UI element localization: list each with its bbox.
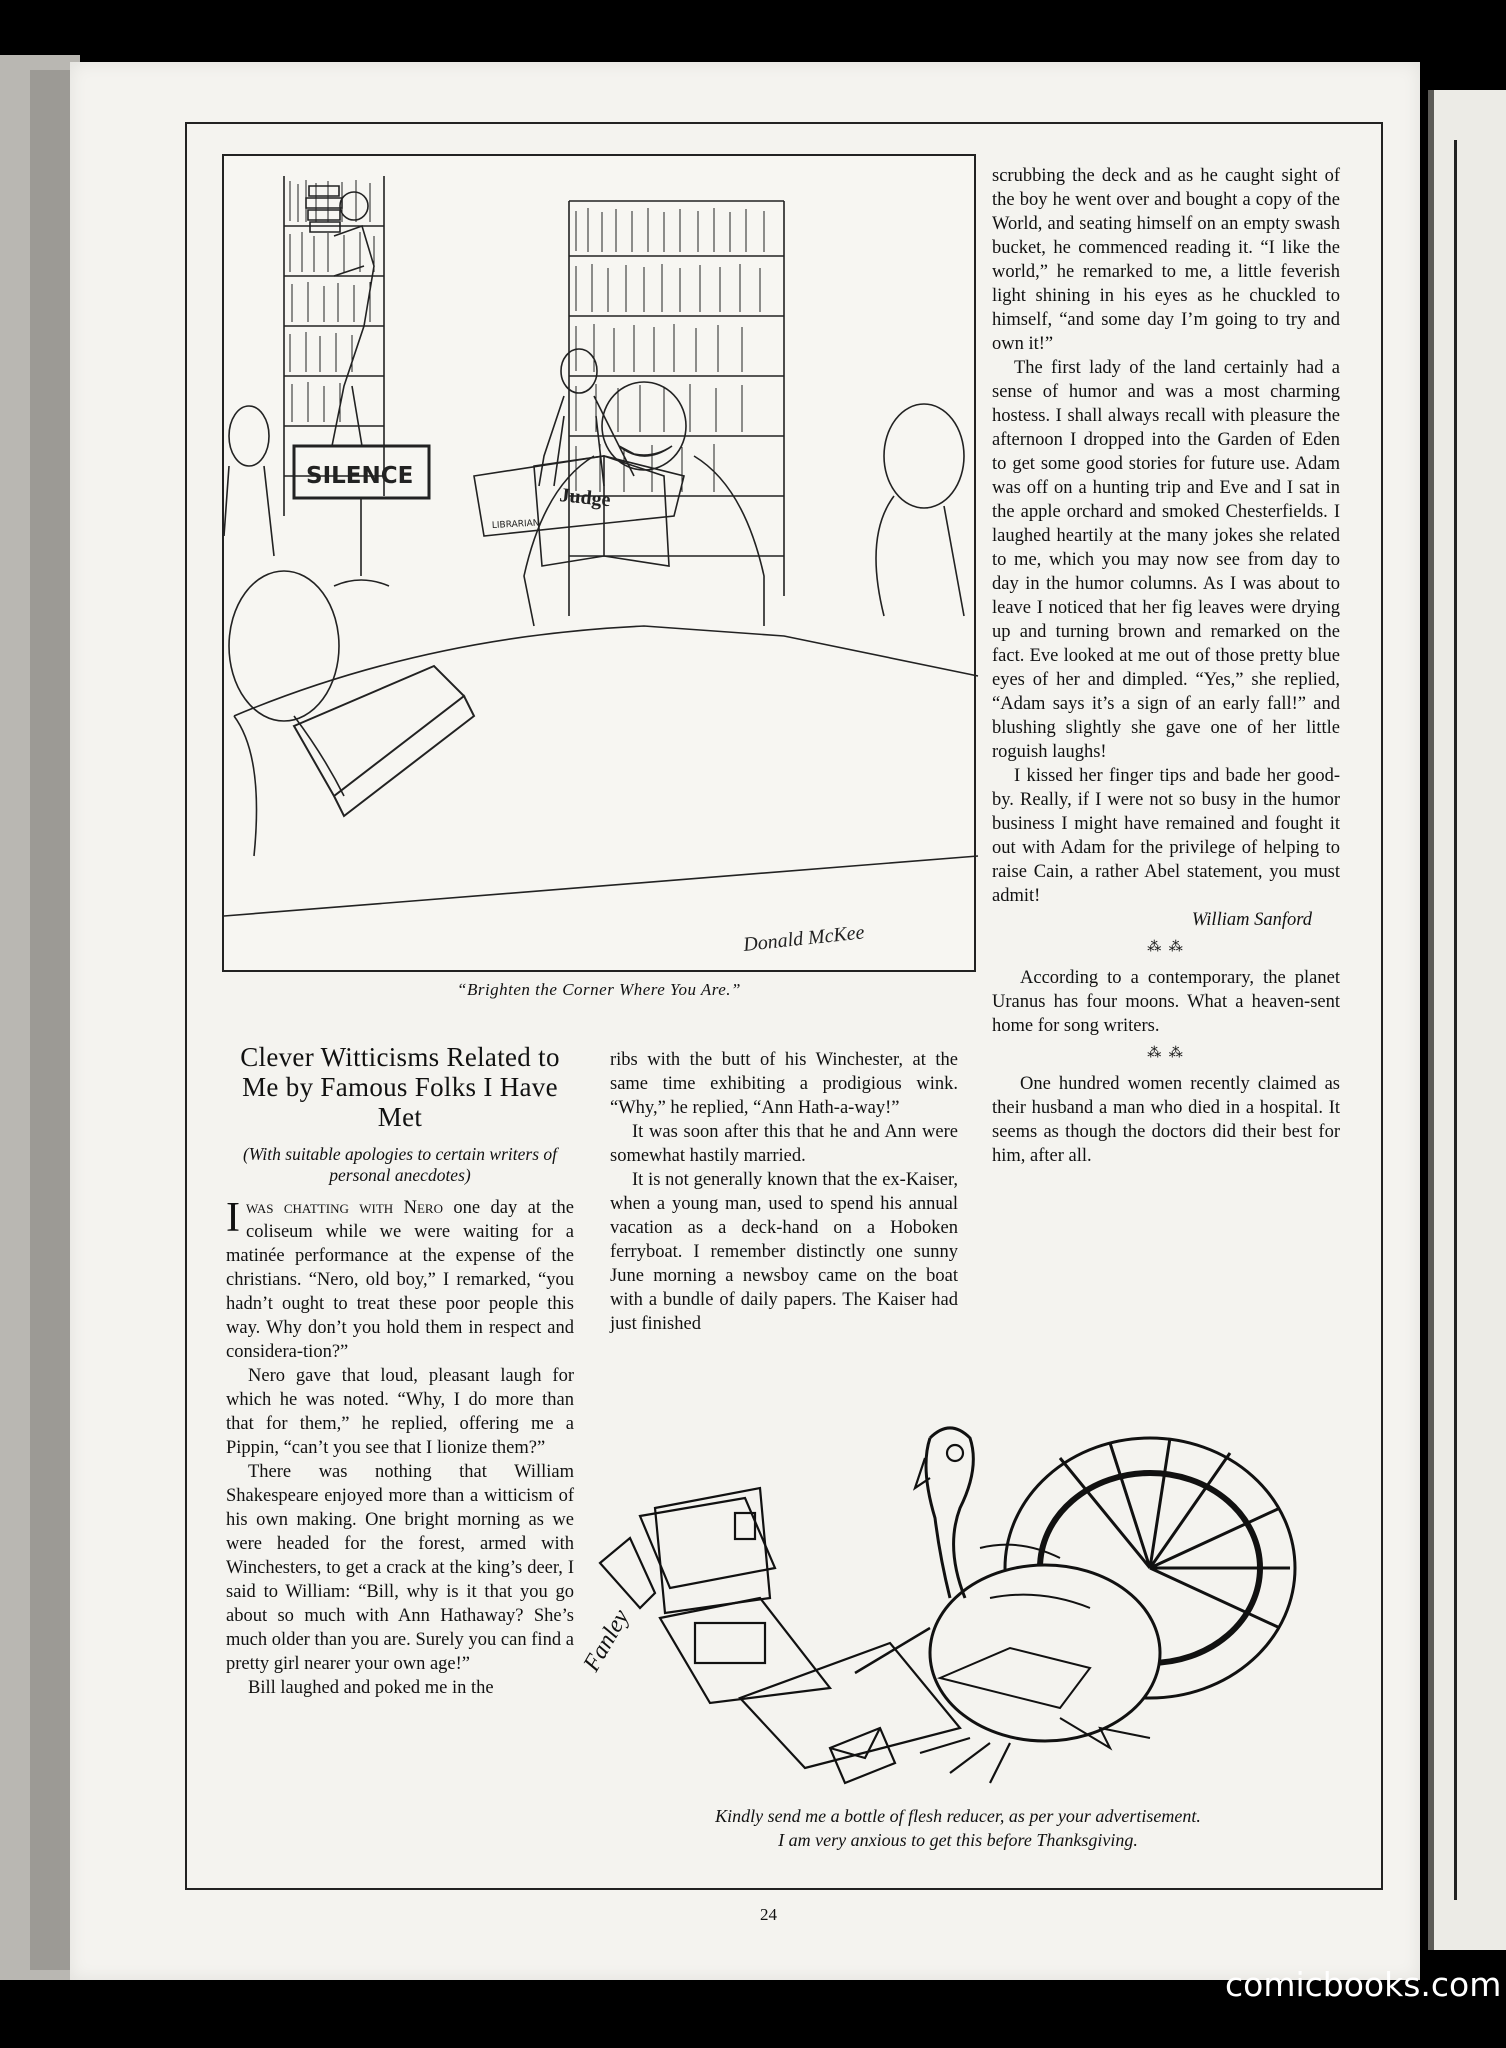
article-subtitle: (With suitable apologies to certain writers of personal anecdotes) [242, 1144, 558, 1185]
adjacent-page-edge [1428, 90, 1506, 1950]
ornament: ⁂ ⁂ [1147, 940, 1185, 955]
paragraph: ribs with the butt of his Winchester, at the same time exhibiting a prodigious wink. “Why,” he replied, “Ann Hath-a-way!” [610, 1050, 958, 1118]
middle-column [610, 1048, 958, 1336]
book-spine-shadow [30, 70, 72, 1970]
library-cartoon-drawing [224, 156, 978, 974]
paragraph: It is not generally known that the ex-Kaiser, when a young man, used to spend his annual vacation as a deck-hand on a Hoboken ferryboat. I remember distinctly one sunny June morning a newsboy came on the boat with a bundle of daily papers. The Kaiser had just finished [610, 1170, 958, 1334]
filler-paragraph: According to a contemporary, the planet Uranus has four moons. What a heaven-sent home for song writers. [992, 968, 1340, 1036]
author-signature: William Sanford [1191, 910, 1312, 930]
opening-text: one day at the coliseum while we were waiting for a matinée performance at the expense of the christians. “Nero, old boy,” I remarked, “you hadn’t ought to treat these poor people this way. Why don’t you hold them in respect and considera-tion?” [226, 1198, 574, 1362]
right-column [992, 164, 1340, 1168]
paragraph: Nero gave that loud, pleasant laugh for which he was noted. “Why, I do more than that for them,” he replied, offering me a Pippin, “can’t you see that I lionize them?” [226, 1366, 574, 1458]
opening-paragraph [226, 1196, 574, 1364]
opening-words: was chatting with Nero [246, 1198, 443, 1218]
paragraph: Bill laughed and poked me in the [248, 1678, 494, 1698]
bottom-cartoon-caption [590, 1804, 1326, 1852]
turkey-cartoon-drawing [578, 1398, 1326, 1794]
caption-line: I am very anxious to get this before Thanksgiving. [778, 1830, 1138, 1850]
paragraph: It was soon after this that he and Ann were somewhat hastily married. [610, 1122, 958, 1166]
judge-magazine-title: Judge [558, 484, 612, 512]
turkey-cartoon [578, 1398, 1326, 1794]
caption-line: Kindly send me a bottle of flesh reducer, as per your advertisement. [715, 1806, 1201, 1826]
cartoon-signature-fanley: Fanley [578, 1605, 635, 1676]
library-cartoon [222, 154, 976, 972]
paragraph: There was nothing that William Shakespeare enjoyed more than a witticism of his own making. One bright morning as we were headed for the forest, armed with Winchesters, to get a crack at the king’s deer, I said to William: “Bill, why is it that you go about so much with Ann Hathaway? She’s much older than you are. Surely you can find a pretty girl nearer your own age!” [226, 1462, 574, 1674]
silence-sign-text: SILENCE [306, 463, 414, 489]
librarian-desk-plate: LIBRARIAN [491, 518, 540, 531]
filler-paragraph: One hundred women recently claimed as their husband a man who died in a hospital. It seems as though the doctors did their best for him, after all. [992, 1074, 1340, 1166]
paragraph: scrubbing the deck and as he caught sight of the boy he went over and bought a copy of the World, and seating himself on an empty swash bucket, he commenced reading it. “I like the world,” he remarked to me, a little feverish light shining in his eyes as he chuckled to himself, “and some day I’m going to try and own it!” [992, 166, 1340, 354]
page-number: 24 [760, 1905, 777, 1924]
top-cartoon-caption: “Brighten the Corner Where You Are.” [456, 980, 742, 999]
cartoon-signature-mckee: Donald McKee [742, 921, 866, 956]
site-watermark: comicbooks.com [1225, 1965, 1502, 2004]
drop-cap: I [226, 1195, 240, 1241]
paragraph: The first lady of the land certainly had a sense of humor and was a most charming hostess. I shall always recall with pleasure the afternoon I dropped into the Garden of Eden to get some good stories for future use. Adam was off on a hunting trip and Eve and I sat in the apple orchard and smoked Chesterfields. I laughed heartily at the many jokes she related to me, which you may now see from day to day in the humor columns. As I was about to leave I noticed that her fig leaves were drying up and turning brown and remarked on the fact. Eve looked at me out of those pretty blue eyes of her and dimpled. “Yes,” she replied, “Adam says it’s a sign of an early fall!” and blushing slightly she gave one of her little roguish laughs! [992, 358, 1340, 762]
ornament: ⁂ ⁂ [1147, 1046, 1185, 1061]
article-title: Clever Witticisms Related to Me by Famous Folks I Have Met [240, 1042, 560, 1132]
paragraph: I kissed her finger tips and bade her good-by. Really, if I were not so busy in the humor business I might have remained and fought it out with Adam for the privilege of helping to raise Cain, a rather Abel statement, you must admit! [992, 766, 1340, 906]
left-column [226, 1042, 574, 1700]
